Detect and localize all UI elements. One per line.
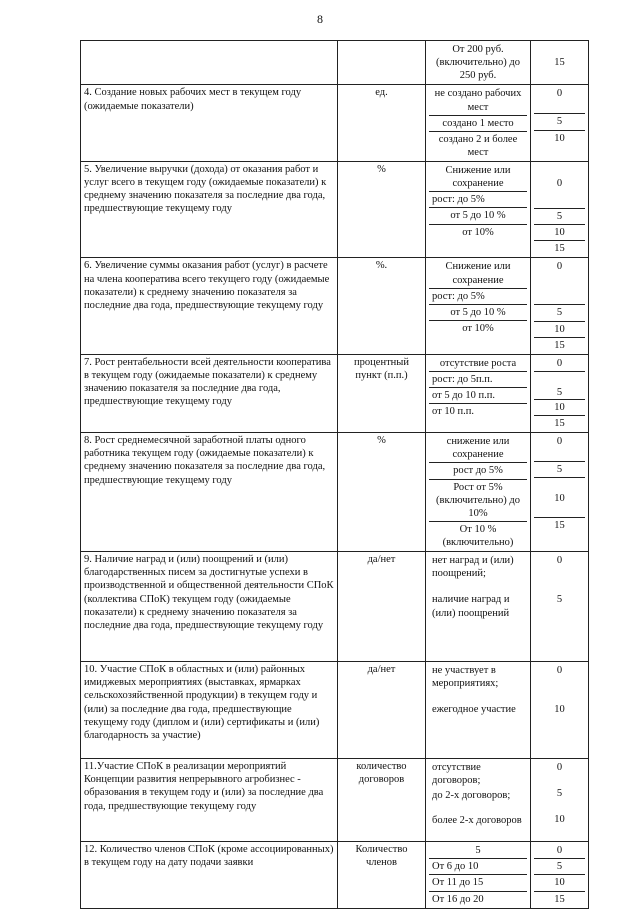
criterion-values [426,552,531,662]
table-row [81,552,589,662]
table-row [81,41,589,85]
criterion-value: от 10% [462,226,494,238]
points-values [531,258,589,354]
points-value: 0 [556,665,563,677]
unit-cell: % [338,162,426,258]
criterion-value: рост: до 5% [429,289,527,305]
criterion-values [426,85,531,162]
criterion-value: 5 [429,843,527,859]
points-value: 5 [534,372,585,400]
points-values [531,842,589,909]
points-value: 0 [556,555,563,567]
criterion-values [426,354,531,432]
points-value: 10 [534,225,585,241]
criterion-description: 9. Наличие наград и (или) поощрений и (или) благодарственных писем за достигнутые успехи в производственной и общественной деятельности СПоК (коллектива СПоК) текущем году (ожидаемые показатели) к среднему значению показателя за последние два года, предшествующие текущему году [81,552,338,662]
criterion-values [426,41,531,85]
criterion-description: 11.Участие СПоК в реализации мероприятий Концепции развития непрерывного агробизнес - образования в текущем году и (или) за последние два года, предшествующие текущему году [81,759,338,842]
points-value: 0 [534,356,585,372]
criterion-value: От 200 руб. (включительно) до 250 руб. [436,44,520,82]
points-value: 5 [534,859,585,875]
points-value: 5 [534,209,585,225]
criteria-table [80,40,589,909]
criterion-value: нет наград и (или) поощрений; [432,555,514,580]
unit-cell: Количество членов [338,842,426,909]
criterion-value: снижение или сохранение [429,434,527,463]
criterion-value: Снижение или сохранение [429,259,527,288]
unit-cell: да/нет [338,662,426,759]
criterion-description: 8. Рост среднемесячной заработной платы одного работника текущем году (ожидаемые показатели) к среднему значению показателя за последние два года, предшествующие текущему году [81,433,338,552]
criterion-value: от 5 до 10 % [429,208,527,224]
criterion-value: создано 2 и более мест [438,133,518,158]
points-values [531,41,589,85]
criterion-values [426,433,531,552]
unit-cell: количество договоров [338,759,426,842]
criterion-description: 12. Количество членов СПоК (кроме ассоциированных) в текущем году на дату подачи заявки [81,842,338,909]
table-row [81,258,589,354]
points-values [531,759,589,842]
table-row [81,85,589,162]
criterion-value: не участвует в мероприятиях; [432,665,499,690]
criterion-description: 6. Увеличение суммы оказания работ (услуг) в расчете на члена кооператива всего текущего году (ожидаемые показатели) к среднему значению показателя за последние два года, предшествующие текущему году [81,258,338,354]
points-value: 0 [534,843,585,859]
points-value: 15 [554,57,565,68]
criterion-description [81,41,338,85]
points-value: 15 [554,243,565,255]
table-row [81,662,589,759]
criterion-values [426,258,531,354]
criterion-description: 4. Создание новых рабочих мест в текущем году (ожидаемые показатели) [81,85,338,162]
points-values [531,433,589,552]
points-value: 0 [556,762,563,774]
criterion-value: от 10% [462,322,494,334]
points-value: 10 [554,704,565,716]
points-value: 0 [534,163,585,209]
criterion-value: рост: до 5% [429,192,527,208]
points-value: 10 [534,400,585,416]
points-value: 15 [554,893,565,905]
criterion-value: От 16 до 20 [432,893,484,905]
points-value: 5 [534,462,585,478]
table-row [81,162,589,258]
criterion-value: создано 1 место [429,116,527,132]
table-row [81,759,589,842]
unit-cell: да/нет [338,552,426,662]
points-value: 10 [534,322,585,338]
criterion-value: рост до 5% [429,463,527,479]
points-values [531,662,589,759]
unit-cell: ед. [338,85,426,162]
criterion-value: от 10 п.п. [432,406,474,418]
criterion-value: отсутствие роста [429,356,527,372]
points-value: 5 [556,594,563,606]
criterion-value: Рост от 5% (включительно) до 10% [429,480,527,522]
criterion-description: 10. Участие СПоК в областных и (или) районных имиджевых мероприятиях (выставках, ярмарках сельскохозяйственной продукции) в текущем году и (или) за последние два года, предшествующие текущему году (диплом и (или) сертификаты и (или) благодарность за участие) [81,662,338,759]
criterion-description: 5. Увеличение выручки (дохода) от оказания работ и услуг всего в текущем году (ожидаемые показатели) к среднему значению показателя за последние два года, предшествующие текущему году [81,162,338,258]
points-value: 0 [534,259,585,305]
points-value: 0 [534,434,585,462]
points-value: 10 [554,814,565,826]
criterion-values [426,842,531,909]
criterion-values [426,662,531,759]
criterion-values [426,162,531,258]
criterion-value: более 2-х договоров [432,814,522,826]
criterion-value: наличие наград и (или) поощрений [432,594,510,619]
criterion-description: 7. Рост рентабельности всей деятельности кооператива в текущем году (ожидаемые показатели) к среднему значению показателя за последние два года, предшествующие текущему году [81,354,338,432]
criterion-value: От 11 до 15 [429,875,527,891]
points-values [531,85,589,162]
points-value: 5 [534,305,585,321]
unit-cell [338,41,426,85]
criterion-value: рост: до 5п.п. [429,372,527,388]
points-value: 5 [556,788,563,800]
criterion-value: не создано рабочих мест [429,86,527,115]
criterion-value: от 5 до 10 % [429,305,527,321]
points-value: 10 [534,875,585,891]
page-number: 8 [317,12,323,26]
unit-cell: процентный пункт (п.п.) [338,354,426,432]
unit-cell: % [338,433,426,552]
points-values [531,162,589,258]
points-value: 15 [554,418,565,429]
unit-cell: %. [338,258,426,354]
points-value: 5 [534,114,585,130]
points-value: 10 [534,478,585,518]
criterion-value: Снижение или сохранение [429,163,527,192]
points-value: 15 [554,520,565,532]
criterion-value: до 2-х договоров; [432,790,511,802]
criterion-value: ежегодное участие [432,704,516,716]
criterion-values [426,759,531,842]
points-values [531,354,589,432]
criterion-value: отсутствие договоров; [432,762,481,787]
points-value: 15 [554,339,565,351]
table-row [81,433,589,552]
criterion-value: От 6 до 10 [429,859,527,875]
table-row [81,354,589,432]
points-values [531,552,589,662]
table-row [81,842,589,909]
points-value: 10 [554,132,565,144]
points-value: 0 [534,86,585,114]
criterion-value: От 10 % (включительно) [442,523,514,548]
criterion-value: от 5 до 10 п.п. [429,388,527,404]
